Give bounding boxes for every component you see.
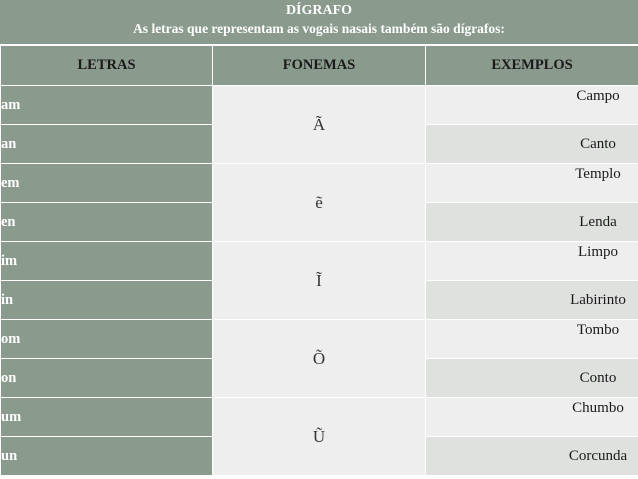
table-row	[1, 398, 638, 437]
letra-cell: on	[1, 359, 213, 398]
exemplo-text: Templo	[575, 165, 621, 182]
letra-cell: om	[1, 320, 213, 359]
slide-subtitle: As letras que representam as vogais nasais também são dígrafos:	[133, 21, 505, 36]
exemplo-text: Limpo	[578, 243, 618, 260]
fonema-cell: ẽ	[213, 164, 426, 242]
exemplo-text: Chumbo	[572, 399, 624, 416]
column-header-letras: LETRAS	[1, 46, 213, 86]
exemplo-text: Corcunda	[568, 447, 628, 464]
fonema-cell: Ĩ	[213, 242, 426, 320]
letra-cell: en	[1, 203, 213, 242]
table-row	[1, 164, 638, 203]
table-header-row	[1, 46, 638, 86]
letra-cell: an	[1, 125, 213, 164]
letra-cell: in	[1, 281, 213, 320]
column-header-fonemas: FONEMAS	[213, 46, 426, 86]
letra-cell: im	[1, 242, 213, 281]
exemplo-text: Lenda	[579, 213, 617, 230]
exemplo-text: Labirinto	[570, 291, 626, 308]
column-header-exemplos: EXEMPLOS	[426, 46, 638, 86]
digraph-table	[0, 45, 638, 476]
table-row	[1, 320, 638, 359]
exemplo-cell	[426, 359, 638, 398]
exemplo-text: Tombo	[576, 321, 620, 338]
exemplo-cell	[426, 203, 638, 242]
slide-title: DÍGRAFO	[285, 3, 353, 18]
exemplo-cell	[426, 437, 638, 476]
letra-cell: un	[1, 437, 213, 476]
exemplo-cell	[426, 242, 638, 281]
exemplo-text: Canto	[580, 135, 616, 152]
exemplo-text: Conto	[579, 369, 617, 386]
letra-cell: em	[1, 164, 213, 203]
letra-cell: um	[1, 398, 213, 437]
exemplo-cell	[426, 320, 638, 359]
exemplo-cell	[426, 164, 638, 203]
letra-cell: am	[1, 86, 213, 125]
fonema-cell: Ũ	[213, 398, 426, 476]
fonema-cell: Õ	[213, 320, 426, 398]
exemplo-cell	[426, 398, 638, 437]
table-row	[1, 242, 638, 281]
exemplo-cell	[426, 125, 638, 164]
exemplo-cell	[426, 281, 638, 320]
exemplo-cell	[426, 86, 638, 125]
fonema-cell: Ã	[213, 86, 426, 164]
table-row	[1, 86, 638, 125]
slide-header	[0, 0, 638, 45]
exemplo-text: Campo	[576, 87, 620, 104]
